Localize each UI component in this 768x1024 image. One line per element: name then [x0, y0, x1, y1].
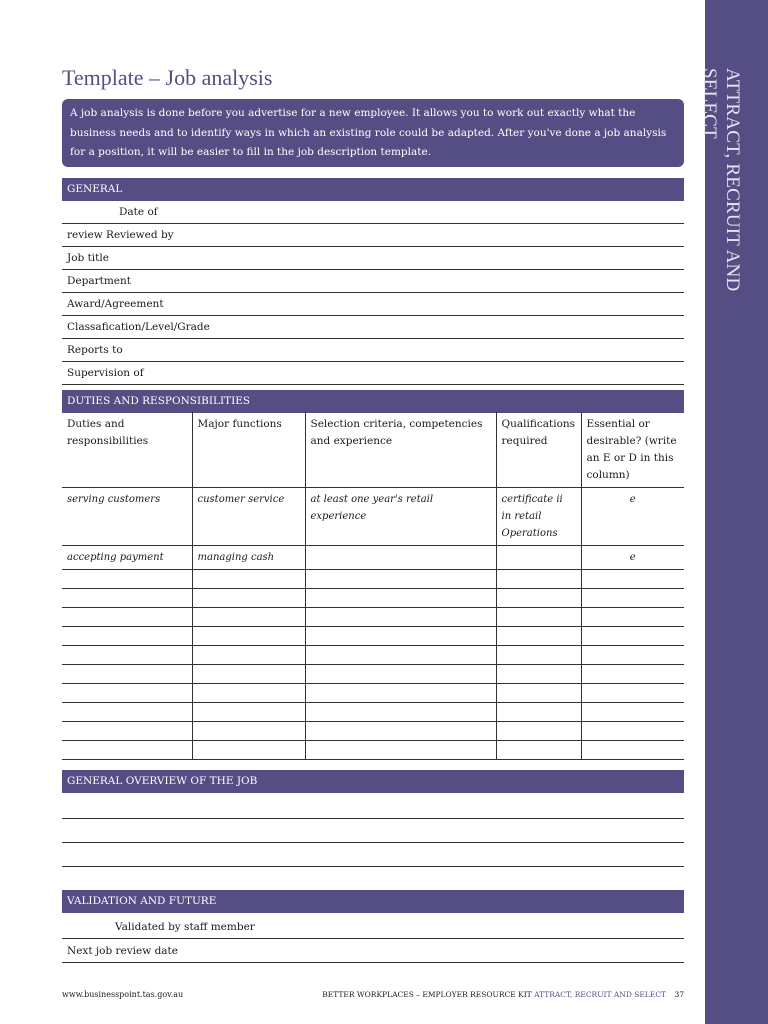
validated-by-row[interactable] [62, 913, 684, 939]
table-cell[interactable] [305, 570, 496, 589]
next-review-label: Next job review date [67, 945, 178, 957]
table-row [62, 722, 684, 741]
table-cell[interactable] [305, 608, 496, 627]
overview-line[interactable] [62, 842, 684, 843]
table-cell[interactable] [62, 589, 192, 608]
col-header-essential: Essential or desirable? (write an E or D in this column) [581, 412, 684, 488]
table-row [62, 570, 684, 589]
duties-table [62, 412, 684, 760]
table-cell[interactable]: at least one year's retail experience [305, 488, 496, 546]
col-header-criteria: Selection criteria, competencies and experience [305, 412, 496, 488]
table-cell[interactable] [496, 722, 581, 741]
overview-heading: GENERAL OVERVIEW OF THE JOB [62, 770, 684, 793]
side-section-label: ATTRACT, RECRUIT AND SELECT [699, 68, 743, 292]
table-cell[interactable]: e [581, 488, 684, 546]
table-cell[interactable] [496, 741, 581, 760]
supervision-of-label: Supervision of [67, 367, 144, 379]
overview-line[interactable] [62, 818, 684, 819]
footer-kit [322, 990, 684, 999]
reports-to-row[interactable] [62, 339, 684, 362]
table-row [62, 741, 684, 760]
reviewed-by-label: review Reviewed by [67, 229, 174, 241]
table-cell[interactable] [581, 570, 684, 589]
table-cell[interactable] [192, 684, 305, 703]
table-cell[interactable] [62, 684, 192, 703]
date-of-row[interactable] [62, 201, 684, 224]
footer-section: ATTRACT, RECRUIT AND SELECT [534, 990, 667, 999]
table-cell[interactable] [581, 703, 684, 722]
table-row [62, 589, 684, 608]
table-cell[interactable] [581, 608, 684, 627]
table-cell[interactable] [62, 627, 192, 646]
table-cell[interactable] [305, 741, 496, 760]
page-title: Template – Job analysis [62, 65, 273, 90]
table-cell[interactable] [192, 703, 305, 722]
table-cell[interactable] [62, 741, 192, 760]
table-cell[interactable] [496, 684, 581, 703]
next-review-row[interactable] [62, 939, 684, 963]
page-number: 37 [674, 990, 684, 999]
table-cell[interactable]: customer service [192, 488, 305, 546]
table-cell[interactable] [496, 589, 581, 608]
table-cell[interactable] [305, 627, 496, 646]
table-cell[interactable] [496, 570, 581, 589]
job-title-label: Job title [67, 252, 109, 264]
duties-heading: DUTIES AND RESPONSIBILITIES [62, 390, 684, 413]
table-cell[interactable] [496, 703, 581, 722]
table-cell[interactable] [581, 741, 684, 760]
table-cell[interactable] [305, 703, 496, 722]
intro-box: A job analysis is done before you advertise for a new employee. It allows you to work out exactly what the business needs and to identify ways in which an existing role could be adapted. After you've done a job analysis for a position, it will be easier to fill in the job description template. [62, 99, 684, 167]
job-title-row[interactable] [62, 247, 684, 270]
date-of-label: Date of [119, 206, 158, 218]
table-cell[interactable] [305, 665, 496, 684]
classification-label: Classafication/Level/Grade [67, 321, 210, 333]
table-cell[interactable] [581, 684, 684, 703]
table-cell[interactable]: accepting payment [62, 546, 192, 570]
table-row [62, 627, 684, 646]
duties-header-row [62, 412, 684, 488]
award-row[interactable] [62, 293, 684, 316]
footer-kit-title: BETTER WORKPLACES – EMPLOYER RESOURCE KIT [322, 990, 532, 999]
table-row [62, 703, 684, 722]
table-cell[interactable] [62, 646, 192, 665]
department-label: Department [67, 275, 132, 287]
reports-to-label: Reports to [67, 344, 123, 356]
table-cell[interactable] [192, 589, 305, 608]
table-cell[interactable] [581, 627, 684, 646]
col-header-qualifications: Qualifications required [496, 412, 581, 488]
table-cell[interactable] [496, 546, 581, 570]
award-label: Award/Agreement [67, 298, 164, 310]
table-cell[interactable] [305, 684, 496, 703]
col-header-functions: Major functions [192, 412, 305, 488]
table-cell[interactable] [305, 589, 496, 608]
table-cell[interactable] [581, 665, 684, 684]
table-cell[interactable] [192, 646, 305, 665]
table-row [62, 546, 684, 570]
table-row [62, 608, 684, 627]
table-cell[interactable]: certificate ii in retail Operations [496, 488, 581, 546]
supervision-of-row[interactable] [62, 362, 684, 385]
table-cell[interactable] [192, 570, 305, 589]
table-cell[interactable]: serving customers [62, 488, 192, 546]
footer-url[interactable]: www.businesspoint.tas.gov.au [62, 990, 184, 999]
table-cell[interactable] [62, 722, 192, 741]
table-cell[interactable] [192, 665, 305, 684]
table-cell[interactable] [496, 665, 581, 684]
table-cell[interactable] [496, 608, 581, 627]
table-row [62, 488, 684, 546]
table-cell[interactable] [62, 703, 192, 722]
table-cell[interactable] [305, 722, 496, 741]
table-cell[interactable] [192, 608, 305, 627]
table-cell[interactable]: managing cash [192, 546, 305, 570]
table-cell[interactable] [581, 589, 684, 608]
classification-row[interactable] [62, 316, 684, 339]
table-row [62, 646, 684, 665]
col-header-duties: Duties and responsibilities [62, 412, 192, 488]
overview-line[interactable] [62, 866, 684, 867]
table-cell[interactable] [192, 627, 305, 646]
table-cell[interactable] [62, 570, 192, 589]
table-cell[interactable] [581, 722, 684, 741]
table-row [62, 665, 684, 684]
table-cell[interactable] [581, 646, 684, 665]
validated-by-label: Validated by staff member [115, 921, 255, 933]
table-cell[interactable] [192, 741, 305, 760]
table-cell[interactable] [62, 665, 192, 684]
reviewed-by-row[interactable] [62, 224, 684, 247]
table-cell[interactable] [305, 546, 496, 570]
table-cell[interactable] [305, 646, 496, 665]
table-cell[interactable] [62, 608, 192, 627]
validation-heading: VALIDATION AND FUTURE [62, 890, 684, 913]
table-cell[interactable]: e [581, 546, 684, 570]
table-cell[interactable] [496, 627, 581, 646]
table-cell[interactable] [192, 722, 305, 741]
general-heading: GENERAL [62, 178, 684, 201]
department-row[interactable] [62, 270, 684, 293]
table-cell[interactable] [496, 646, 581, 665]
table-row [62, 684, 684, 703]
